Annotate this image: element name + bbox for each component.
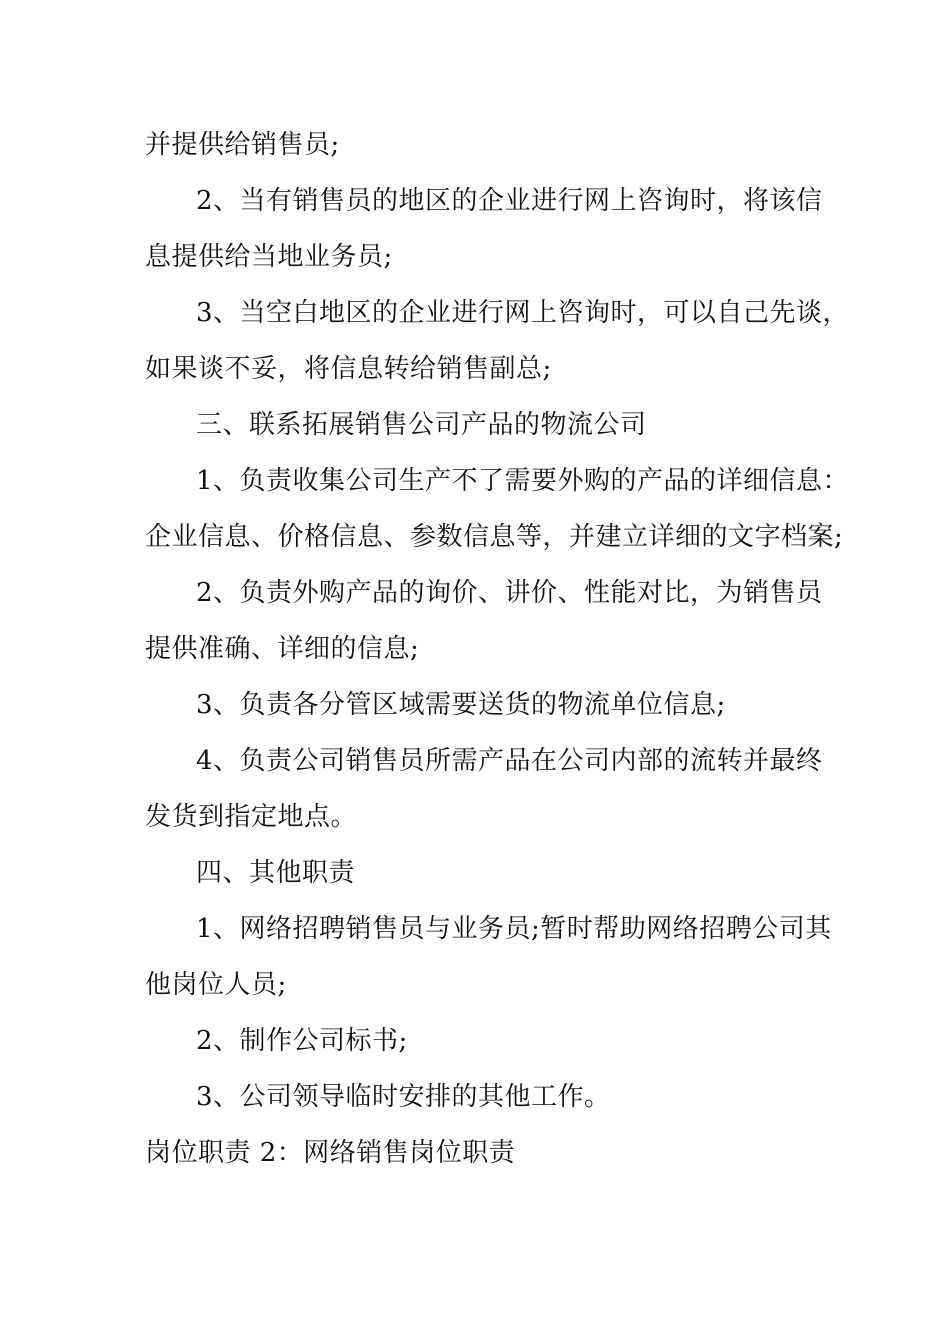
- text-line: 3、当空白地区的企业进行网上咨询时，可以自己先谈，: [196, 298, 850, 328]
- text-line: 如果谈不妥，将信息转给销售副总;: [145, 354, 552, 384]
- document-heading: 岗位职责 2：网络销售岗位职责: [145, 1138, 516, 1168]
- text-line: 4、负责公司销售员所需产品在公司内部的流转并最终: [196, 746, 823, 776]
- text-line: 1、网络招聘销售员与业务员;暂时帮助网络招聘公司其: [196, 914, 832, 944]
- text-line: 1、负责收集公司生产不了需要外购的产品的详细信息：: [196, 466, 850, 496]
- text-line: 3、公司领导临时安排的其他工作。: [196, 1082, 611, 1112]
- text-line: 企业信息、价格信息、参数信息等，并建立详细的文字档案;: [145, 522, 844, 552]
- section-heading: 三、联系拓展销售公司产品的物流公司: [196, 410, 647, 440]
- text-line: 并提供给销售员;: [145, 130, 340, 160]
- section-heading: 四、其他职责: [196, 858, 356, 888]
- text-line: 发货到指定地点。: [145, 802, 358, 832]
- text-line: 提供准确、详细的信息;: [145, 634, 420, 664]
- text-line: 息提供给当地业务员;: [145, 242, 393, 272]
- text-line: 3、负责各分管区域需要送货的物流单位信息;: [196, 690, 726, 720]
- text-line: 2、当有销售员的地区的企业进行网上咨询时，将该信: [196, 186, 823, 216]
- text-line: 他岗位人员;: [145, 970, 287, 1000]
- text-line: 2、制作公司标书;: [196, 1026, 408, 1056]
- text-line: 2、负责外购产品的询价、讲价、性能对比，为销售员: [196, 578, 823, 608]
